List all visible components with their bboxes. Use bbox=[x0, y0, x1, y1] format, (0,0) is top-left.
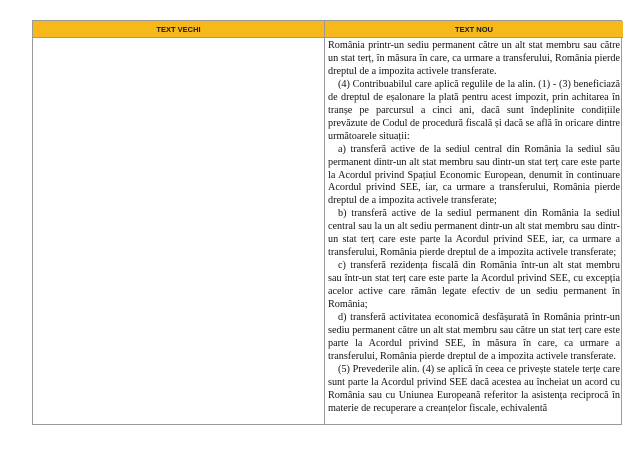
new-text-paragraph: România printr-un sediu permanent către un alt stat membru sau către un stat terț, în măsura în care, ca urmare a transferului, România pierde dreptul de a impozita activele transferate. bbox=[328, 40, 620, 77]
new-text-paragraph: (5) Prevederile alin. (4) se aplică în ceea ce privește statele terțe care sunt parte la Acordul privind SEE dacă acestea au încheiat un acord cu România sau cu Uniunea Europeană referitor la asistența reciprocă în materie de recuperare a creanțelor fiscale, echivalentă bbox=[328, 363, 620, 414]
new-text-paragraph: b) transferă active de la sediul permanent din România la sediul central sau la un alt sediu permanent dintr-un alt stat membru sau dintr-un stat terț care este parte la Acordul privind SEE, iar, ca urmare a transferului, România pierde dreptul de a impozita activele transferate; bbox=[328, 208, 620, 259]
comparison-table bbox=[32, 20, 622, 425]
new-text-paragraph: d) transferă activitatea economică desfășurată în România printr-un sediu permanent către un alt stat membru sau către un stat terț care este parte la Acordul privind SEE, în măsura în care, ca urmare a transferului, România pierde dreptul de a impozita activele transferate. bbox=[328, 312, 620, 362]
header-new-text: TEXT NOU bbox=[325, 21, 623, 37]
new-text-cell bbox=[325, 37, 623, 424]
new-text-paragraph: a) transferă active de la sediul central din România la sediul său permanent dintr-un alt stat membru sau dintr-un stat terț care este parte la Acordul privind Spațiul Economic European, denumit în continuare Acordul privind SEE, iar, ca urmare a transferului, România pierde dreptul de a impozita activele transferate; bbox=[328, 143, 620, 207]
new-text-paragraph: (4) Contribuabilul care aplică regulile de la alin. (1) - (3) beneficiază de dreptul de eșalonare la plată pentru acest impozit, prin achitarea în tranșe pe parcursul a cinci ani, dacă sunt îndeplinite condițiile prevăzute de Codul de procedură fiscală și dacă se află în oricare dintre următoarele situații: bbox=[328, 78, 620, 142]
header-old-text: TEXT VECHI bbox=[33, 21, 325, 37]
new-text-paragraph: c) transferă rezidența fiscală din România într-un alt stat membru sau într-un stat terț care este parte la Acordul privind SEE, cu excepția acelor active care rămân legate efectiv de un sediu permanent în România; bbox=[328, 260, 620, 311]
old-text-cell bbox=[33, 37, 325, 424]
